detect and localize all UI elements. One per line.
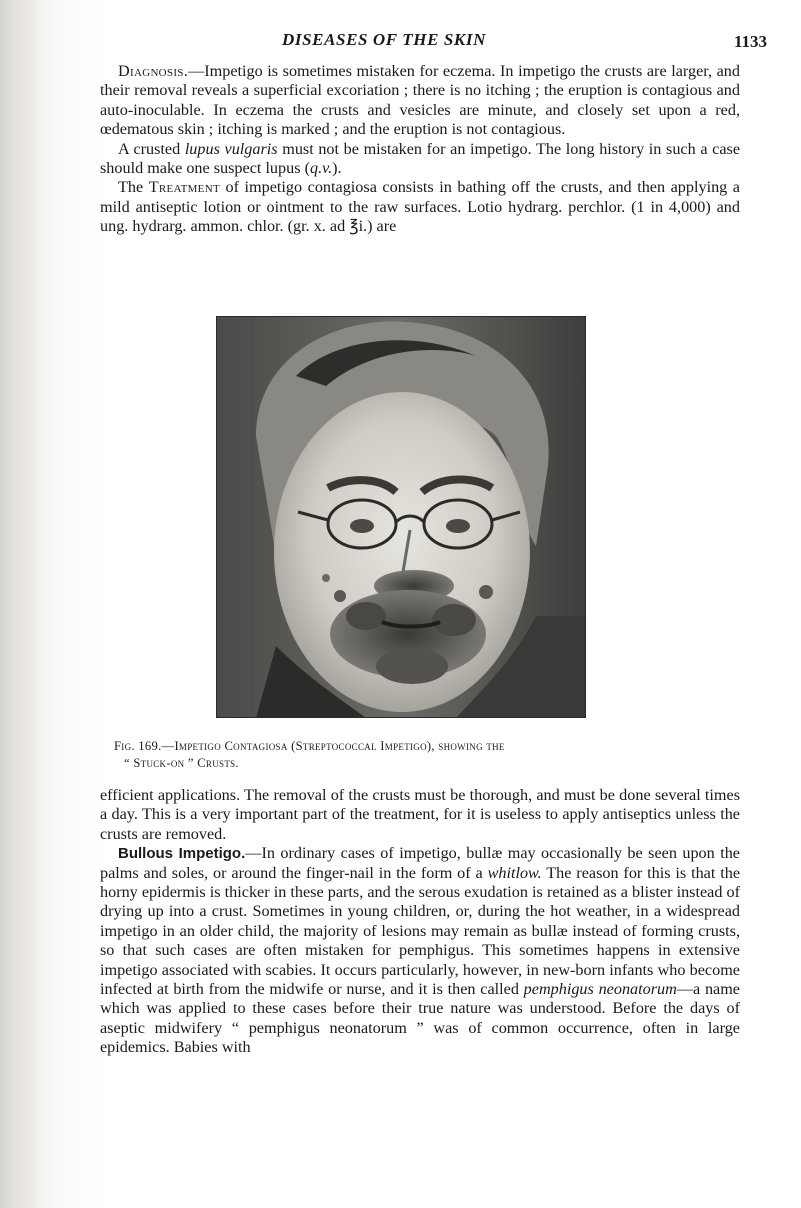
paragraph-bullous-impetigo xyxy=(100,844,740,1057)
paragraph-treatment xyxy=(100,178,740,236)
paragraph-lupus xyxy=(100,140,740,179)
cross-reference: q.v. xyxy=(309,159,333,178)
lupus-text-end: ). xyxy=(332,159,342,178)
portrait-photograph-icon xyxy=(216,316,586,718)
diagnosis-heading: Diagnosis. xyxy=(118,62,189,80)
bullous-text-a: —In ordinary cases of impetigo, bullæ may occasionally be seen upon the palms and soles, or around the finger-nail in the form of a xyxy=(100,844,740,882)
paragraph-treatment-continued: efficient applications. The removal of the crusts must be thorough, and must be done several times a day. This is a very important part of the treatment, for it is useless to apply antiseptics unless the crusts are removed. xyxy=(100,786,740,843)
bullous-text-c: —a name which was applied to these cases before their true nature was understood. Before the days of aseptic midwifery “ pemphigus neonatorum ” was of common occurrence, often in large epidemics. Babies with xyxy=(100,980,740,1057)
whitlow-term: whitlow. xyxy=(487,863,542,882)
bottom-text-block xyxy=(100,786,740,1058)
running-title: DISEASES OF THE SKIN xyxy=(282,30,486,49)
paragraph-diagnosis xyxy=(100,62,740,140)
treatment-heading: Treatment xyxy=(148,178,220,197)
figure-title-continued: “ Stuck-on ” Crusts. xyxy=(124,756,239,770)
page-gutter-shadow xyxy=(0,0,40,1208)
page-number: 1133 xyxy=(734,32,768,51)
bullous-text-b: The reason for this is that the horny epidermis is thicker in these parts, and the serous exudation is retained as a blister instead of drying up into a crust. Sometimes in young children, or, during the hot weather, in a widespread impetigo in an older child, the majority of lesions may remain as bullæ instead of forming crusts, so that such cases are often mistaken for pemphigus. This sometimes happens in extensive impetigo associated with scabies. It occurs particularly, however, in new-born infants who become infected at birth from the midwife or nurse, and it is then called xyxy=(100,863,741,999)
running-head xyxy=(0,30,801,54)
diagnosis-text: —Impetigo is sometimes mistaken for eczema. In impetigo the crusts are larger, and their removal reveals a superficial excoriation ; there is no itching ; the eruption is contagious and auto-inoculable. In eczema the crusts and vesicles are minute, and closely set upon a red, œdematous skin ; itching is marked ; and the eruption is not contagious. xyxy=(100,62,740,139)
treatment-text-start: The xyxy=(118,178,149,197)
treatment-text: of impetigo contagiosa consists in bathing off the crusts, and then applying a mild antiseptic lotion or ointment to the raw surfaces. Lotio hydrarg. perchlor. (1 in 4,000) and ung. hydrarg. ammon. chlor. (gr. x. ad ℥i.) are xyxy=(100,178,740,236)
figure-label: Fig. 169. xyxy=(114,739,162,753)
figure-photograph xyxy=(216,316,586,718)
lupus-vulgaris-term: lupus vulgaris xyxy=(184,139,278,158)
figure-title: —Impetigo Contagiosa (Streptococcal Impetigo), showing the xyxy=(161,739,505,753)
lupus-text-start: A crusted xyxy=(118,139,185,158)
top-text-block xyxy=(100,62,740,237)
figure-caption xyxy=(114,738,734,772)
bullous-impetigo-heading: Bullous Impetigo. xyxy=(118,845,246,863)
pemphigus-neonatorum-term: pemphigus neonatorum xyxy=(523,980,677,999)
lupus-text-middle: must not be mistaken for an impetigo. The long history in such a case should make one suspect lupus ( xyxy=(100,139,741,178)
